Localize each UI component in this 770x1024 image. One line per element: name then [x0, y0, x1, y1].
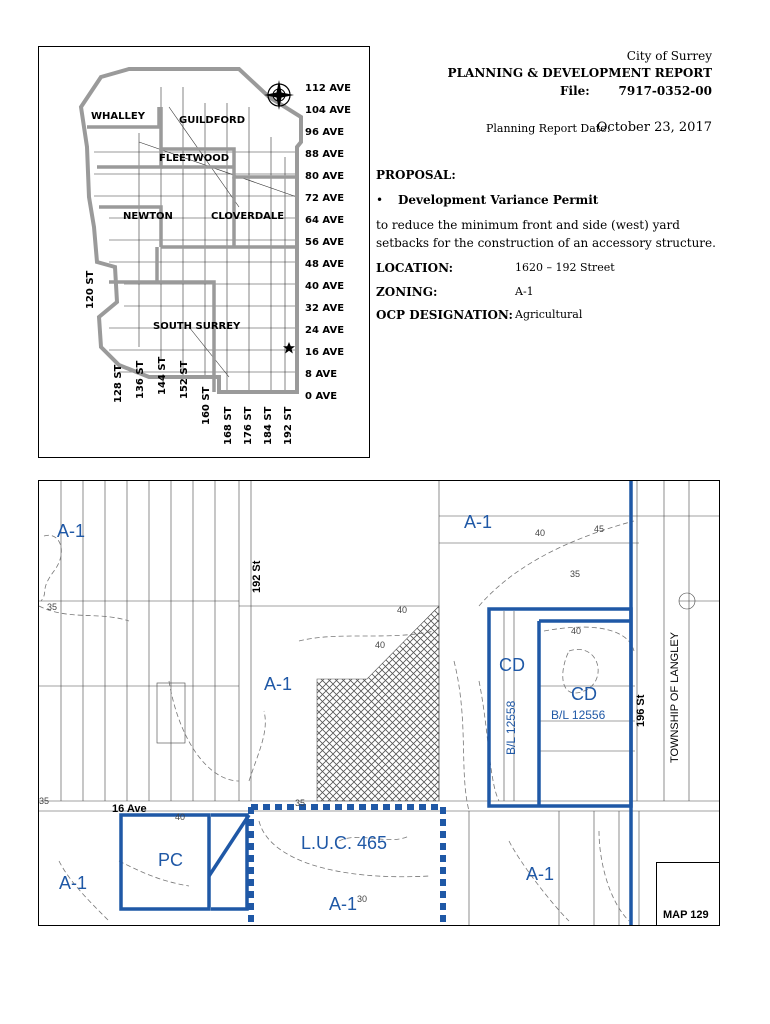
report-date: October 23, 2017	[596, 120, 712, 135]
ave-label: 104 AVE	[305, 105, 351, 116]
road-196-st: 196 St	[635, 694, 647, 727]
ocp-label: OCP DESIGNATION:	[376, 308, 513, 322]
road-192-st: 192 St	[251, 560, 263, 593]
contour-label: 40	[397, 605, 408, 615]
area-label-fleetwood: FLEETWOOD	[159, 153, 230, 164]
ave-label: 24 AVE	[305, 325, 345, 336]
township-of-langley-label: TOWNSHIP OF LANGLEY	[669, 631, 681, 763]
compass-icon	[264, 80, 294, 110]
ave-label: 112 AVE	[305, 83, 351, 94]
area-label-guildford: GUILDFORD	[179, 115, 246, 126]
zone-a1-center: A-1	[264, 674, 293, 694]
zone-a1-northeast: A-1	[464, 512, 493, 532]
location-value: 1620 – 192 Street	[515, 261, 615, 274]
zone-pc: PC	[158, 850, 184, 870]
road-16-ave: 16 Ave	[112, 803, 147, 815]
file-label: File:	[560, 84, 590, 98]
area-label-south-surrey: SOUTH SURREY	[153, 321, 241, 332]
report-title: PLANNING & DEVELOPMENT REPORT	[447, 66, 712, 80]
contour-label: 35	[570, 569, 581, 579]
ave-label: 0 AVE	[305, 391, 338, 402]
ave-label: 96 AVE	[305, 127, 345, 138]
zoning-map	[38, 480, 720, 926]
zone-cd-west: CD	[499, 655, 525, 675]
street-label: 120 ST	[85, 270, 96, 309]
area-label-newton: NEWTON	[123, 211, 173, 222]
contour-label: 40	[535, 528, 546, 538]
ave-label: 32 AVE	[305, 303, 345, 314]
area-label-whalley: WHALLEY	[91, 111, 145, 122]
zone-a1-southwest: A-1	[59, 873, 88, 893]
file-number: 7917-0352-00	[618, 84, 712, 98]
area-label-cloverdale: CLOVERDALE	[211, 211, 285, 222]
contour-label: 45	[594, 524, 605, 534]
contour-label: 40	[175, 812, 186, 822]
ave-label: 16 AVE	[305, 347, 345, 358]
ave-label: 88 AVE	[305, 149, 345, 160]
ave-label: 80 AVE	[305, 171, 345, 182]
report-date-label: Planning Report Date:	[486, 122, 611, 135]
zone-a1-northwest: A-1	[57, 521, 86, 541]
zoning-label: ZONING:	[376, 285, 438, 299]
street-label: 168 ST	[223, 406, 234, 445]
street-label: 128 ST	[113, 364, 124, 403]
ave-label: 56 AVE	[305, 237, 345, 248]
proposal-bullet: Development Variance Permit	[398, 193, 599, 207]
ocp-value: Agricultural	[515, 308, 583, 321]
bylaw-12556: B/L 12556	[551, 708, 606, 722]
zone-a1-south: A-1	[329, 894, 358, 914]
street-label: 136 ST	[135, 360, 146, 399]
street-label: 144 ST	[157, 356, 168, 395]
proposal-heading: PROPOSAL:	[376, 168, 456, 182]
ave-label: 8 AVE	[305, 369, 338, 380]
zoning-map-graphic	[39, 481, 719, 925]
ave-label: 72 AVE	[305, 193, 345, 204]
zoning-value: A-1	[515, 285, 534, 298]
bylaw-12558: B/L 12558	[504, 700, 518, 755]
contour-label: 30	[357, 894, 368, 904]
ave-label: 40 AVE	[305, 281, 345, 292]
city-name: City of Surrey	[626, 49, 712, 63]
contour-label: 40	[375, 640, 386, 650]
location-label: LOCATION:	[376, 261, 454, 275]
contour-label: 35	[295, 798, 306, 808]
contour-label: 35	[47, 602, 58, 612]
proposal-description-line2: setbacks for the construction of an accessory structure.	[376, 236, 716, 250]
bullet-icon: •	[376, 193, 384, 207]
street-label: 152 ST	[179, 360, 190, 399]
zone-a1-southeast: A-1	[526, 864, 555, 884]
zone-cd-east: CD	[571, 684, 597, 704]
ave-label: 48 AVE	[305, 259, 345, 270]
ave-label: 64 AVE	[305, 215, 345, 226]
map-number: MAP 129	[663, 909, 709, 921]
map-number-box	[656, 862, 719, 925]
key-map	[38, 46, 370, 458]
contour-label: 40	[571, 626, 582, 636]
street-label: 184 ST	[263, 406, 274, 445]
zone-luc-465: L.U.C. 465	[301, 833, 388, 853]
proposal-description-line1: to reduce the minimum front and side (west) yard	[376, 218, 680, 232]
contour-label: 35	[39, 796, 50, 806]
street-label: 176 ST	[243, 406, 254, 445]
street-label: 160 ST	[201, 386, 212, 425]
street-label: 192 ST	[283, 406, 294, 445]
